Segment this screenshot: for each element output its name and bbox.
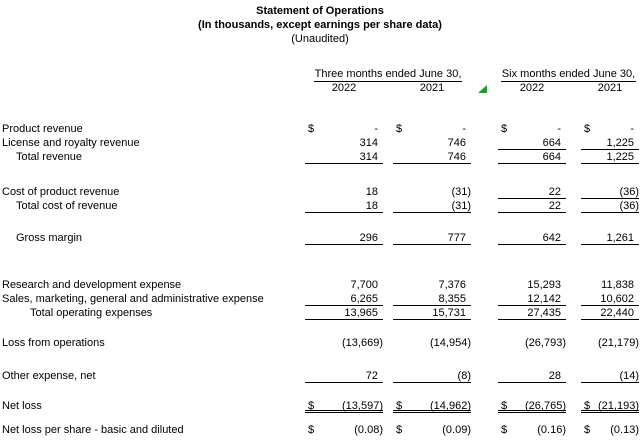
table-row [0,122,640,136]
cell-value: 314 [359,151,378,163]
cell-value: 22 [548,186,561,198]
currency-symbol: $ [501,424,508,436]
cell-value: (0.16) [537,424,566,436]
value-cell [393,123,471,136]
year-header: 2022 [519,82,545,94]
value-cell [581,186,639,199]
value-cell [305,200,383,213]
table-row [0,231,640,245]
value-cell [498,370,566,383]
row-label: Sales, marketing, general and administrative expense [2,293,264,305]
cell-value: (21,193) [598,400,639,412]
cell-value: (14) [619,370,639,382]
cell-value: 15,293 [527,279,561,291]
currency-symbol: $ [584,123,591,135]
cell-value: (36) [619,200,639,212]
value-cell [581,232,639,245]
cell-value: 746 [447,137,466,149]
value-cell [498,137,566,150]
table-row [0,199,640,213]
unaudited-note: (Unaudited) [291,33,349,45]
row-label: Other expense, net [2,370,96,382]
document-title-block [0,4,640,46]
row-label: Total operating expenses [30,307,153,319]
value-cell [498,400,566,413]
cell-value: 22,440 [600,307,634,319]
year-header: 2021 [597,82,623,94]
table-row [0,369,640,383]
col-group-three-months [305,68,471,96]
cell-value: 6,265 [350,293,378,305]
year-header: 2021 [419,82,445,94]
cell-value: (8) [457,370,471,382]
value-cell [581,424,639,437]
page-title: Statement of Operations [256,5,384,17]
cell-value: 314 [359,137,378,149]
value-cell [581,293,639,306]
value-cell [305,123,383,136]
cell-value: (13,669) [342,337,383,349]
table-row [0,136,640,150]
cell-value: - [630,123,634,135]
cell-value: 10,602 [600,293,634,305]
cell-value: (26,765) [525,400,566,412]
table-row [0,185,640,199]
cell-value: 7,376 [438,279,466,291]
value-cell [498,337,566,350]
value-cell [498,307,566,320]
value-cell [581,400,639,413]
currency-symbol: $ [396,123,403,135]
cell-value: 777 [447,232,466,244]
cell-value: 22 [548,200,561,212]
value-cell [498,151,566,164]
value-cell [305,337,383,350]
value-cell [305,232,383,245]
row-label: Product revenue [2,123,83,135]
value-cell [305,279,383,292]
value-cell [305,424,383,437]
value-cell [393,293,471,306]
table-row [0,292,640,306]
cell-value: (36) [619,186,639,198]
row-label: Total revenue [16,151,83,163]
col-group-six-months [498,68,639,96]
value-cell [581,151,639,164]
currency-symbol: $ [308,424,315,436]
cell-value: 7,700 [350,279,378,291]
cell-value: 8,355 [438,293,466,305]
cell-value: (31) [451,186,471,198]
table-row [0,399,640,413]
cell-value: (31) [451,200,471,212]
cell-value: (0.13) [610,424,639,436]
value-cell [305,293,383,306]
cell-value: - [374,123,378,135]
value-cell [305,400,383,413]
value-cell [393,307,471,320]
currency-symbol: $ [396,400,403,412]
page-subtitle: (In thousands, except earnings per share data) [198,19,442,31]
cell-value: 13,965 [344,307,378,319]
cell-value: 11,838 [601,279,634,291]
value-cell [305,151,383,164]
value-cell [498,232,566,245]
cell-value: 72 [365,370,378,382]
currency-symbol: $ [584,400,591,412]
value-cell [305,186,383,199]
value-cell [305,307,383,320]
row-label: Loss from operations [2,337,105,349]
cell-value: 1,261 [606,232,634,244]
value-cell [393,151,471,164]
cell-value: 664 [542,137,561,149]
currency-symbol: $ [308,400,315,412]
value-cell [498,293,566,306]
cell-value: 1,225 [606,137,634,149]
value-cell [581,370,639,383]
cell-value: (21,179) [598,337,639,349]
currency-symbol: $ [396,424,403,436]
table-row [0,150,640,164]
cell-value: 28 [548,370,561,382]
value-cell [498,186,566,199]
value-cell [393,186,471,199]
value-cell [393,279,471,292]
cell-value: (26,793) [525,337,566,349]
value-cell [305,137,383,150]
cell-value: (0.08) [354,424,383,436]
value-cell [498,200,566,213]
currency-symbol: $ [308,123,315,135]
value-cell [581,137,639,150]
value-cell [498,279,566,292]
currency-symbol: $ [501,400,508,412]
value-cell [581,279,639,292]
cell-value: 1,225 [606,151,634,163]
cell-value: 15,731 [432,307,466,319]
row-label: Research and development expense [2,279,182,291]
header-spacer [0,68,305,96]
cell-value: 664 [542,151,561,163]
table-row [0,336,640,350]
cell-value: 12,142 [527,293,561,305]
table-row [0,423,640,437]
statement-table-body [0,122,640,437]
value-cell [498,123,566,136]
cell-value: 18 [365,200,378,212]
currency-symbol: $ [584,424,591,436]
table-column-headers [0,68,640,96]
cell-value: 18 [365,186,378,198]
value-cell [581,337,639,350]
row-label: Cost of product revenue [2,186,120,198]
cell-value: (14,954) [430,337,471,349]
col-group-label: Six months ended June 30, [501,68,636,80]
value-cell [581,200,639,213]
cell-value: 27,435 [527,307,561,319]
row-label: Net loss per share - basic and diluted [2,424,184,436]
cell-value: 296 [359,232,378,244]
year-header: 2022 [331,82,357,94]
cell-value: (14,962) [430,400,471,412]
cell-value: (13,597) [342,400,383,412]
table-row [0,278,640,292]
value-cell [581,123,639,136]
cell-value: - [462,123,466,135]
cell-value: - [557,123,561,135]
col-group-label: Three months ended June 30, [314,68,462,80]
value-cell [393,232,471,245]
value-cell [581,307,639,320]
cell-value: (0.09) [442,424,471,436]
row-label: Gross margin [16,232,83,244]
value-cell [393,400,471,413]
value-cell [305,370,383,383]
table-row [0,306,640,320]
value-cell [393,424,471,437]
value-cell [498,424,566,437]
value-cell [393,370,471,383]
cell-value: 642 [542,232,561,244]
row-label: Total cost of revenue [16,200,118,212]
currency-symbol: $ [501,123,508,135]
row-label: Net loss [2,400,42,412]
value-cell [393,200,471,213]
row-label: License and royalty revenue [2,137,140,149]
value-cell [393,137,471,150]
cell-value: 746 [447,151,466,163]
value-cell [393,337,471,350]
